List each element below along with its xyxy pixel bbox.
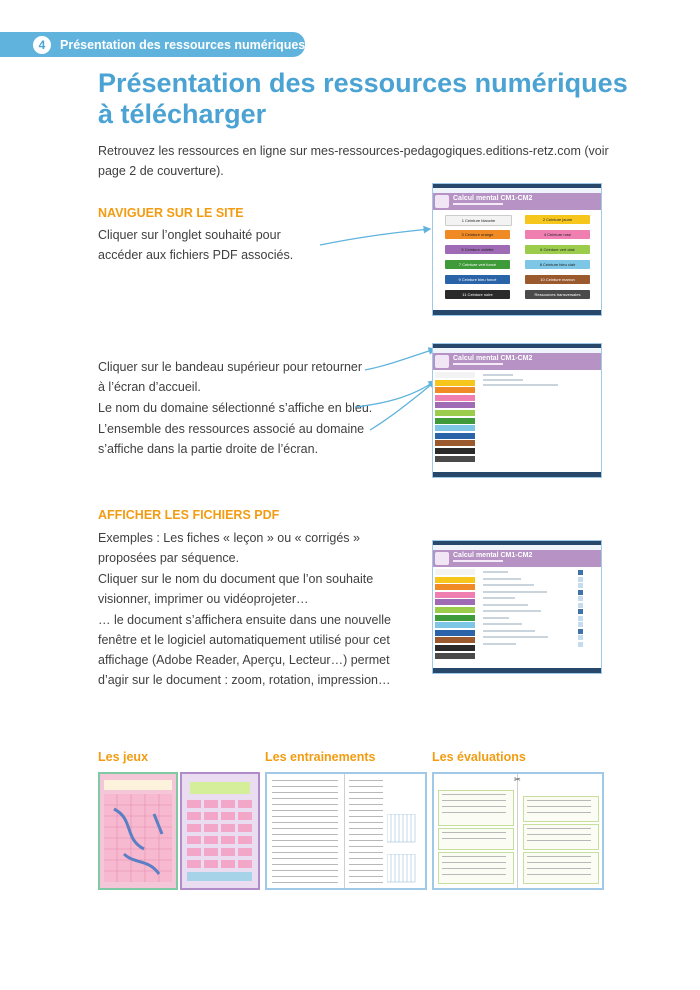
text-line	[272, 816, 338, 817]
arrow-to-resources	[370, 373, 440, 430]
text-line	[272, 804, 338, 805]
belt-tile[interactable]: 10 Ceinture marron	[525, 275, 590, 284]
game-header	[190, 782, 250, 794]
text-line	[349, 810, 383, 811]
file-link[interactable]	[483, 630, 535, 632]
site-header	[433, 353, 601, 370]
site-footer	[433, 310, 601, 315]
pdf-paragraph-2: Cliquer sur le nom du document que l’on souhaite visionner, imprimer ou vidéoprojeter…	[98, 572, 374, 606]
arrow-to-home	[320, 229, 430, 245]
belt-tile[interactable]: 4 Ceinture rose	[525, 230, 590, 239]
text-line	[527, 834, 591, 835]
screenshot-files	[432, 540, 602, 674]
sidebar-belt[interactable]	[435, 402, 475, 408]
sidebar-belt[interactable]	[435, 607, 475, 613]
sidebar-belt[interactable]	[435, 418, 475, 424]
file-link[interactable]	[483, 617, 509, 619]
sidebar-belt[interactable]	[435, 440, 475, 446]
text-line	[272, 798, 338, 799]
sidebar-belt[interactable]	[435, 433, 475, 439]
text-line	[442, 868, 506, 869]
file-link[interactable]	[483, 571, 508, 573]
text-line	[527, 800, 591, 801]
screenshot-home	[432, 183, 602, 316]
belt-tile[interactable]: 11 Ceinture noire	[445, 290, 510, 299]
site-paragraph-1: Cliquer sur l’onglet souhaité pour accéder aux fichiers PDF associés.	[98, 228, 294, 262]
file-button[interactable]	[578, 642, 583, 647]
text-line	[272, 852, 338, 853]
text-line	[272, 834, 338, 835]
text-line	[442, 794, 506, 795]
text-line	[272, 828, 338, 829]
site-paragraph-2: Cliquer sur le bandeau supérieur pour retourner à l’écran d’accueil.	[98, 360, 363, 394]
file-button[interactable]	[578, 609, 583, 614]
thumb-entrainements	[265, 772, 427, 890]
grid-table	[387, 814, 417, 844]
text-line	[442, 856, 506, 857]
text-line	[272, 846, 338, 847]
belt-tile[interactable]: 9 Ceinture bleu foncé	[445, 275, 510, 284]
text-line	[272, 780, 338, 781]
sidebar-belt[interactable]	[435, 653, 475, 659]
file-button[interactable]	[578, 590, 583, 595]
belt-tile[interactable]: 2 Ceinture jaune	[525, 215, 590, 224]
text-line	[349, 792, 383, 793]
text-line	[349, 780, 383, 781]
sidebar-belt[interactable]	[435, 425, 475, 431]
grid-table	[387, 854, 417, 884]
file-link[interactable]	[483, 643, 516, 645]
text-line	[527, 868, 591, 869]
thumb-jeu-1	[98, 772, 178, 890]
text-line	[349, 846, 383, 847]
arrow-to-domain	[355, 381, 435, 407]
page-title-line2: à télécharger	[98, 99, 267, 129]
belt-tile[interactable]: 3 Ceinture orange	[445, 230, 510, 239]
text-line	[527, 874, 591, 875]
text-line	[349, 864, 383, 865]
sidebar-belt[interactable]	[435, 645, 475, 651]
thumb-evaluations	[432, 772, 604, 890]
site-paragraph-3: Le nom du domaine sélectionné s’affiche en bleu.	[98, 401, 373, 415]
text-line	[527, 806, 591, 807]
sidebar-belt[interactable]	[435, 577, 475, 583]
scissors-icon: ✂	[514, 775, 521, 784]
eval-box	[438, 790, 514, 826]
belt-tile[interactable]: 6 Ceinture vert clair	[525, 245, 590, 254]
page-divider	[517, 774, 518, 888]
chapter-number: 4	[33, 36, 51, 54]
file-button[interactable]	[578, 616, 583, 621]
site-logo	[435, 552, 449, 565]
text-line	[272, 786, 338, 787]
sidebar-belt[interactable]	[435, 599, 475, 605]
text-line	[349, 828, 383, 829]
file-link[interactable]	[483, 591, 547, 593]
site-footer	[433, 668, 601, 673]
site-header	[433, 193, 601, 210]
section-heading-pdf: AFFICHER LES FICHIERS PDF	[98, 508, 280, 522]
text-line	[272, 864, 338, 865]
text-line	[349, 858, 383, 859]
text-line	[527, 828, 591, 829]
text-line	[272, 882, 338, 883]
file-button[interactable]	[578, 577, 583, 582]
text-line	[349, 798, 383, 799]
game-grid	[187, 800, 253, 882]
file-link[interactable]	[483, 584, 534, 586]
intro-paragraph: Retrouvez les ressources en ligne sur mes-ressources-pedagogiques.editions-retz.com (voir page 2 de couverture).	[98, 144, 609, 178]
text-line	[442, 832, 506, 833]
belt-tile[interactable]: 1 Ceinture blanche	[445, 215, 512, 226]
site-title: Calcul mental CM1-CM2	[453, 355, 533, 362]
belt-tile[interactable]: 8 Ceinture bleu clair	[525, 260, 590, 269]
file-button[interactable]	[578, 596, 583, 601]
site-header	[433, 550, 601, 567]
section-heading-site: NAVIGUER SUR LE SITE	[98, 206, 244, 220]
sidebar-belt[interactable]	[435, 615, 475, 621]
sidebar-belt[interactable]	[435, 372, 475, 378]
resource-line	[483, 379, 523, 381]
text-line	[442, 838, 506, 839]
resource-line	[483, 374, 513, 376]
belt-tile[interactable]: Ressources transversales	[525, 290, 590, 299]
game-header	[104, 780, 172, 790]
label-jeux: Les jeux	[98, 750, 149, 764]
game-board	[104, 794, 172, 882]
sidebar-belt[interactable]	[435, 622, 475, 628]
site-subtitle-bar	[453, 363, 503, 365]
text-line	[442, 812, 506, 813]
text-line	[272, 840, 338, 841]
sidebar-belt[interactable]	[435, 592, 475, 598]
text-line	[349, 882, 383, 883]
file-button[interactable]	[578, 635, 583, 640]
text-line	[442, 874, 506, 875]
text-line	[272, 870, 338, 871]
sidebar-belt[interactable]	[435, 448, 475, 454]
site-title: Calcul mental CM1-CM2	[453, 552, 533, 559]
arrow-to-header	[365, 349, 435, 370]
sidebar-belt[interactable]	[435, 584, 475, 590]
file-link[interactable]	[483, 604, 528, 606]
text-line	[349, 870, 383, 871]
site-subtitle-bar	[453, 560, 503, 562]
pdf-paragraph-3: … le document s’affichera ensuite dans une nouvelle fenêtre et le logiciel automatiquement utilisé pour cet affichage (Adobe Reader, Aperçu, Lecteur…) permet d’agir sur le document : zoom, rotation, impression…	[98, 613, 392, 687]
page-divider	[344, 774, 345, 888]
text-line	[272, 822, 338, 823]
text-line	[349, 834, 383, 835]
text-line	[272, 858, 338, 859]
file-link[interactable]	[483, 578, 521, 580]
sidebar-belt[interactable]	[435, 410, 475, 416]
site-logo	[435, 195, 449, 208]
sidebar-belt[interactable]	[435, 637, 475, 643]
file-link[interactable]	[483, 636, 548, 638]
text-line	[527, 856, 591, 857]
file-link[interactable]	[483, 623, 522, 625]
sidebar-belt[interactable]	[435, 395, 475, 401]
file-button[interactable]	[578, 570, 583, 575]
belt-tile[interactable]: 7 Ceinture vert foncé	[445, 260, 510, 269]
site-logo	[435, 355, 449, 368]
sidebar-belt[interactable]	[435, 387, 475, 393]
file-link[interactable]	[483, 597, 515, 599]
label-entrainements: Les entrainements	[265, 750, 376, 764]
screenshot-domain	[432, 343, 602, 478]
file-button[interactable]	[578, 583, 583, 588]
text-line	[527, 840, 591, 841]
sidebar-belt[interactable]	[435, 380, 475, 386]
sidebar-belt[interactable]	[435, 630, 475, 636]
text-line	[527, 812, 591, 813]
text-line	[442, 800, 506, 801]
site-paragraph-4: L’ensemble des ressources associé au domaine s’affiche dans la partie droite de l’écran.	[98, 422, 365, 456]
text-line	[349, 804, 383, 805]
file-button[interactable]	[578, 603, 583, 608]
file-link[interactable]	[483, 610, 541, 612]
text-line	[272, 810, 338, 811]
site-title: Calcul mental CM1-CM2	[453, 195, 533, 202]
sidebar-belt[interactable]	[435, 569, 475, 575]
page-title	[98, 68, 658, 130]
text-line	[349, 852, 383, 853]
text-line	[442, 862, 506, 863]
label-evaluations: Les évaluations	[432, 750, 526, 764]
text-line	[349, 822, 383, 823]
chapter-banner-label: Présentation des ressources numériques	[60, 38, 306, 52]
text-line	[272, 876, 338, 877]
site-subtitle-bar	[453, 203, 503, 205]
text-line	[349, 816, 383, 817]
text-line	[349, 840, 383, 841]
pointer-arrows	[230, 225, 440, 455]
file-button[interactable]	[578, 622, 583, 627]
resource-line	[483, 384, 558, 386]
sidebar-belt[interactable]	[435, 456, 475, 462]
text-line	[349, 876, 383, 877]
site-footer	[433, 472, 601, 477]
thumb-jeu-2	[180, 772, 260, 890]
belt-tile[interactable]: 5 Ceinture violette	[445, 245, 510, 254]
text-line	[349, 786, 383, 787]
pdf-paragraph-1: Exemples : Les fiches « leçon » ou « corrigés » proposées par séquence.	[98, 531, 360, 565]
text-line	[272, 792, 338, 793]
page-title-line1: Présentation des ressources numériques	[98, 68, 628, 98]
text-line	[527, 862, 591, 863]
text-line	[442, 806, 506, 807]
file-button[interactable]	[578, 629, 583, 634]
